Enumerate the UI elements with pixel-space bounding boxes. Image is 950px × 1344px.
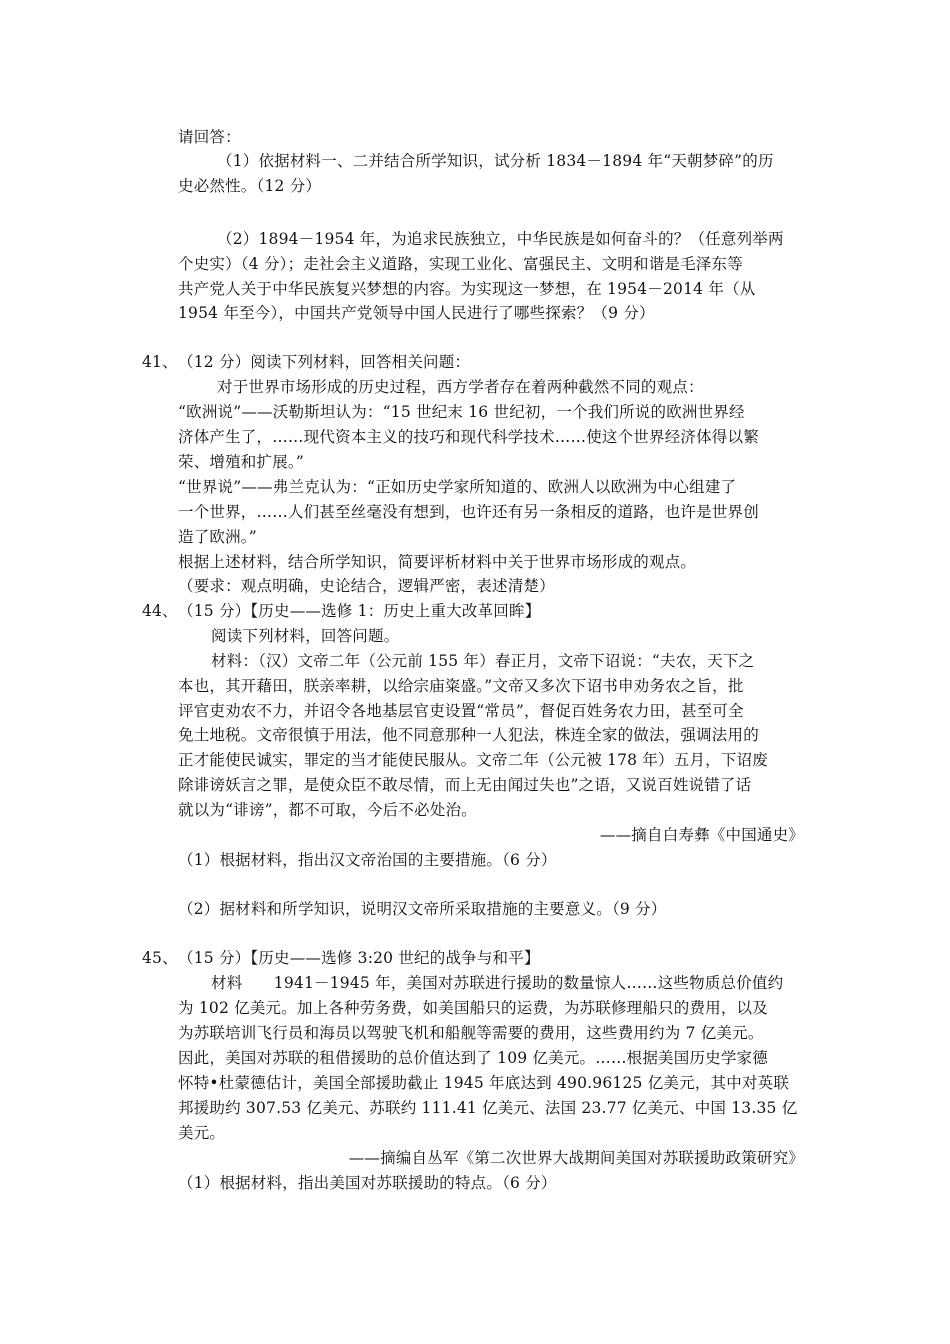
q44-material-line4: 免土地税。文帝很慎于用法，他不同意那种一人犯法，株连全家的做法，强调法用的 xyxy=(178,726,759,744)
q45-material-line7: 美元。 xyxy=(178,1124,226,1142)
q44-sub2: （2）据材料和所学知识，说明汉文帝所采取措施的主要意义。（9 分） xyxy=(178,900,667,918)
q45-sub1: （1）根据材料，指出美国对苏联援助的特点。（6 分） xyxy=(178,1174,557,1192)
q41-header: （12 分）阅读下列材料，回答相关问题： xyxy=(178,353,471,371)
q41-task: 根据上述材料，结合所学知识，简要评析材料中关于世界市场形成的观点。 xyxy=(178,553,697,571)
q45-material-line3: 为苏联培训飞行员和海员以驾驶飞机和船舰等需要的费用，这些费用约为 7 亿美元。 xyxy=(178,1024,764,1042)
q44-sub1: （1）根据材料，指出汉文帝治国的主要措施。（6 分） xyxy=(178,851,557,869)
q45-material-line2: 为 102 亿美元。加上各种劳务费，如美国船只的运费，为苏联修理船只的费用，以及 xyxy=(178,999,768,1017)
q44-material-line6: 除诽谤妖言之罪，是使众臣不敢尽情，而上无由闻过失也”之语，又说百姓说错了话 xyxy=(178,776,752,794)
q40-sub2-line1: （2）1894－1954 年，为追求民族独立，中华民族是如何奋斗的？（任意列举两 xyxy=(217,230,784,248)
q40-sub1-line1: （1）依据材料一、二并结合所学知识，试分析 1834－1894 年“天朝梦碎”的历 xyxy=(217,152,774,170)
q41-view2-line2: 一个世界，……人们甚至丝毫没有想到，也许还有另一条相反的道路，也许是世界创 xyxy=(178,503,759,521)
q45-header: （15 分）【历史——选修 3:20 世纪的战争与和平】 xyxy=(178,949,540,967)
q44-material-line1: 材料：（汉）文帝二年（公元前 155 年）春正月，文帝下诏说：“夫农，天下之 xyxy=(211,652,755,670)
q44-number: 44、 xyxy=(142,602,178,620)
q45-material-line4: 因此，美国对苏联的租借援助的总价值达到了 109 亿美元。……根据美国历史学家德 xyxy=(178,1049,768,1067)
q45-number: 45、 xyxy=(142,949,178,967)
q41-view2-line1: “世界说”——弗兰克认为：“正如历史学家所知道的、欧洲人以欧洲为中心组建了 xyxy=(178,478,737,496)
q45-source: ——摘编自丛军《第二次世界大战期间美国对苏联援助政策研究》 xyxy=(348,1149,804,1167)
q41-number: 41、 xyxy=(142,353,178,371)
q44-material-line2: 本也，其开藉田，朕亲率耕，以给宗庙粢盛。”文帝又多次下诏书申劝务农之旨，批 xyxy=(178,677,744,695)
q44-material-line7: 就以为“诽谤”，都不可取，今后不必处治。 xyxy=(178,801,477,819)
q40-sub2-line2: 个史实）（4 分）；走社会主义道路，实现工业化、富强民主、文明和谐是毛泽东等 xyxy=(178,255,743,273)
q44-instruction: 阅读下列材料，回答问题。 xyxy=(211,627,400,645)
q44-header: （15 分）【历史——选修 1：历史上重大改革回眸】 xyxy=(178,602,541,620)
q41-view1-line3: 荣、增殖和扩展。” xyxy=(178,453,304,471)
q45-material-line1: 材料 1941－1945 年，美国对苏联进行援助的数量惊人……这些物质总价值约 xyxy=(211,974,784,992)
q41-view1-line2: 济体产生了，……现代资本主义的技巧和现代科学技术……使这个世界经济体得以繁 xyxy=(178,428,759,446)
q45-material-line5: 怀特•杜蒙德估计，美国全部援助截止 1945 年底达到 490.96125 亿美元，其中对英联 xyxy=(178,1074,790,1092)
q41-view2-line3: 造了欧洲。” xyxy=(178,528,257,546)
q40-sub2-line4: 1954 年至今），中国共产党领导中国人民进行了哪些探索？（9 分） xyxy=(178,304,655,322)
q45-material-line6: 邦援助约 307.53 亿美元、苏联约 111.41 亿美元、法国 23.77 亿美元、中国 13.35 亿 xyxy=(178,1099,798,1117)
q41-view1-line1: “欧洲说”——沃勒斯坦认为：“15 世纪末 16 世纪初，一个我们所说的欧洲世界经 xyxy=(178,403,745,421)
q44-material-line3: 评官吏劝农不力，并诏令各地基层官吏设置“常员”，督促百姓务农力田，甚至可全 xyxy=(178,702,744,720)
q40-sub1-line2: 史必然性。（12 分） xyxy=(178,177,322,195)
q44-source: ——摘自白寿彝《中国通史》 xyxy=(599,826,804,844)
q44-material-line5: 正才能使民诚实，罪定的当才能使民服从。文帝二年（公元被 178 年）五月，下诏废 xyxy=(178,751,768,769)
q41-intro: 对于世界市场形成的历史过程，西方学者存在着两种截然不同的观点： xyxy=(217,378,704,396)
q40-prompt: 请回答： xyxy=(178,128,241,146)
q40-sub2-line3: 共产党人关于中华民族复兴梦想的内容。为实现这一梦想，在 1954－2014 年（从 xyxy=(178,280,756,298)
q41-requirement: （要求：观点明确，史论结合，逻辑严密，表述清楚） xyxy=(178,577,555,595)
